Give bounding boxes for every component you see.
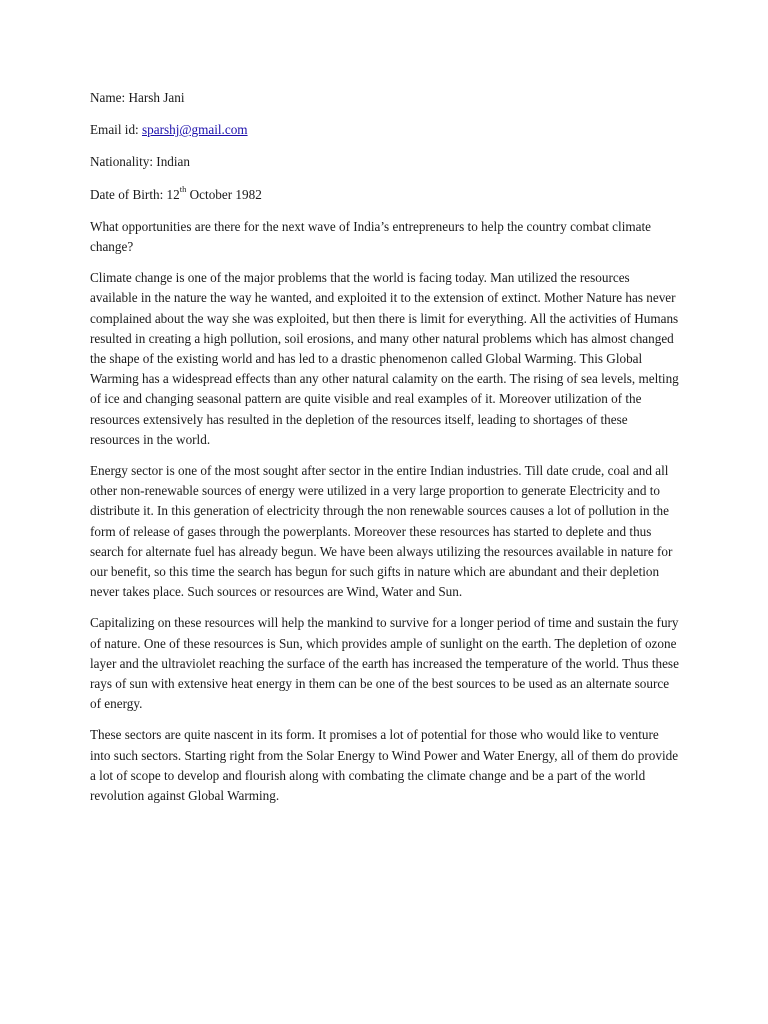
essay-question: What opportunities are there for the next wave of India’s entrepreneurs to help the country combat climate change? [90, 218, 651, 255]
dob-suffix: th [179, 184, 187, 195]
name-label: Name: [90, 90, 126, 105]
essay-paragraph-2: Energy sector is one of the most sought after sector in the entire Indian industries. Till date crude, coal and all other non-renewable sources of energy were utilized in a very large proportion to generate Electricity and to distribute it. In this generation of electricity through the non renewable sources causes a lot of pollution in the form of release of gases through the powerplants. Moreover these resources has started to deplete and thus search for alternate fuel has already begun. We have been always utilizing the resources available in nature for our benefit, so this time the search has begun for such gifts in nature which are abundant and their depletion never takes place. Such sources or resources are Wind, Water and Sun. [90, 463, 673, 600]
nationality-label: Nationality: [90, 154, 153, 170]
dob-label: Date of Birth: [90, 186, 164, 202]
name-value: Harsh Jani [128, 90, 185, 105]
email-line [90, 120, 680, 140]
essay-paragraph-4: These sectors are quite nascent in its form. It promises a lot of potential for those who would like to venture into such sectors. Starting right from the Solar Energy to Wind Power and Water Energy, all of them do provide a lot of scope to develop and flourish along with combating the climate change and be a part of the world revolution against Global Warming. [90, 727, 679, 804]
essay-paragraph-3: Capitalizing on these resources will help the mankind to survive for a longer period of time and sustain the fury of nature. One of these resources is Sun, which provides ample of sunlight on the earth. The depletion of ozone layer and the ultraviolet reaching the surface of the earth has increased the temperature of the world. Thus these rays of sun with extensive heat energy in them can be one of the best sources to be used as an alternate source of energy. [90, 615, 679, 712]
nationality-line [90, 152, 680, 172]
dob-rest: October 1982 [189, 186, 262, 202]
essay-paragraph-1: Climate change is one of the major problems that the world is facing today. Man utilized the resources available in the nature the way he wanted, and exploited it to the extension of extinct. Mother Nature has never complained about the way she was exploited, but then there is limit for everything. All the activities of Humans resulted in creating a high pollution, soil erosions, and many other natural problems which has almost changed the shape of the existing world and has led to a drastic phenomenon called Global Warming. This Global Warming has a widespread effects than any other natural calamity on the earth. The rising of sea levels, melting of ice and changing seasonal pattern are quite visible and real examples of it. Moreover utilization of the resources extensively has resulted in the depletion of the resources itself, leading to shortages of these resources in the world. [90, 270, 679, 447]
dob-day: 12 [166, 186, 180, 202]
dob-line [90, 185, 680, 205]
email-label: Email id: [90, 122, 139, 138]
name-line [90, 88, 680, 108]
nationality-value: Indian [156, 154, 190, 170]
email-link[interactable]: sparshj@gmail.com [142, 122, 248, 138]
